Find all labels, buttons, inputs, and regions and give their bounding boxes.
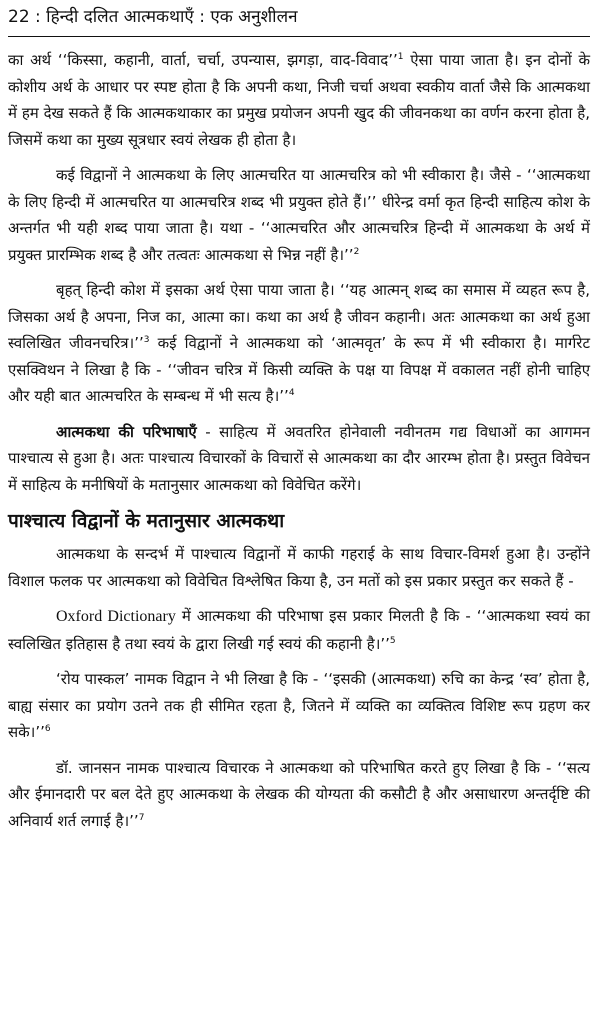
footnote-ref: 2 xyxy=(353,246,360,257)
running-title: : हिन्दी दलित आत्मकथाएँ : एक अनुशीलन xyxy=(35,7,298,27)
paragraph-2 xyxy=(8,162,590,268)
paragraph-roy-pascal xyxy=(8,666,590,746)
paragraph-western-intro xyxy=(8,541,590,594)
footnote-ref: 7 xyxy=(138,812,145,823)
paragraph-text: - साहित्य में अवतरित होनेवाली नवीनतम गद्य विधाओं का आगमन पाश्चात्य से हुआ है। अतः पाश्चात्य विचारकों के विचारों से आत्मकथा का दौर आरम्भ होता है। प्रस्तुत विवेचन में साहित्य के मनीषियों के मतानुसार आत्मकथा को विवेचित करेंगे। xyxy=(8,422,590,494)
paragraph-1 xyxy=(8,47,590,153)
paragraph-text: कई विद्वानों ने आत्मकथा के लिए आत्मचरित या आत्मचरित्र को भी स्वीकारा है। जैसे - ‘‘आत्मकथा के लिए हिन्दी में आत्मचरित या आत्मचरित्र शब्द भी प्रयुक्त होते हैं।’’ धीरेन्द्र वर्मा कृत हिन्दी साहित्य कोश के अन्तर्गत भी यही शब्द पाया जाता है। यथा - ‘‘आत्मचरित और आत्मचरित्र हिन्दी में आत्मकथा के अर्थ में प्रयुक्त प्रारम्भिक शब्द है और तत्वतः आत्मकथा से भिन्न नहीं है।’’ xyxy=(8,166,590,264)
definitions-term: आत्मकथा की परिभाषाएँ xyxy=(56,422,197,441)
paragraph-text: ‘रोय पास्कल’ नामक विद्वान ने भी लिखा है कि - ‘‘इसकी (आत्मकथा) रुचि का केन्द्र ‘स्व’ होता है, बाह्य संसार का प्रयोग उतने तक ही सीमित रहता है, जितने में व्यक्ति का व्यक्तित्व विशिष्ट रूप ग्रहण कर सके।’’ xyxy=(8,670,590,741)
paragraph-text: डॉ. जानसन नामक पाश्चात्य विचारक ने आत्मकथा को परिभाषित करते हुए लिखा है कि - ‘‘सत्य और ईमानदारी पर बल देते हुए आत्मकथा के लेखक की योग्यता की कसौटी है और असाधारण अन्तर्दृष्टि की अनिवार्य शर्त लगाई है।’’ xyxy=(8,758,590,830)
oxford-dictionary-term: Oxford Dictionary xyxy=(56,608,176,625)
header-rule xyxy=(8,36,590,37)
footnote-ref: 6 xyxy=(44,724,51,734)
footnote-ref: 5 xyxy=(389,635,396,646)
footnote-ref: 1 xyxy=(397,52,404,62)
footnote-ref: 3 xyxy=(143,335,150,345)
section-heading: पाश्चात्य विद्वानों के मतानुसार आत्मकथा xyxy=(8,510,285,532)
paragraph-text: में आत्मकथा की परिभाषा इस प्रकार मिलती है कि - ‘‘आत्मकथा स्वयं का स्वलिखित इतिहास है तथा स्वयं के द्वारा लिखी गई स्वयं की कहानी है।’’ xyxy=(8,607,590,653)
page-number: 22 xyxy=(8,7,30,27)
paragraph-text: बृहत् हिन्दी कोश में इसका अर्थ ऐसा पाया जाता है। ‘‘यह आत्मन् शब्द का समास में व्यहत रूप है, जिसका अर्थ है अपना, निज का, आत्मा का। कथा का अर्थ है जीवन कहानी। अतः आत्मकथा का अर्थ हुआ स्वलिखित जीवनचरित्र।’’ xyxy=(8,281,590,352)
paragraph-text: आत्मकथा के सन्दर्भ में पाश्चात्य विद्वानों में काफी गहराई के साथ विचार-विमर्श हुआ है। उन्होंने विशाल फलक पर आत्मकथा को विवेचित विश्लेषित किया है, उन मतों को इस प्रकार प्रस्तुत कर सकते हैं - xyxy=(8,545,590,590)
paragraph-oxford xyxy=(8,603,590,657)
paragraph-3 xyxy=(8,277,590,410)
paragraph-definitions xyxy=(8,419,590,499)
running-header xyxy=(8,6,590,28)
paragraph-text: का अर्थ ‘‘किस्सा, कहानी, वार्ता, चर्चा, उपन्यास, झगड़ा, वाद-विवाद’’ xyxy=(8,51,398,69)
paragraph-text: कई विद्वानों ने आत्मकथा को ‘आत्मवृत’ के रूप में भी स्वीकारा है। मार्गरेट एसक्विथन ने लिखा है कि - ‘‘जीवन चरित्र में किसी व्यक्ति के पक्ष या विपक्ष में वकालत नहीं होनी चाहिए और यही बात आत्मचरित के सम्बन्ध में भी सत्य है।’’ xyxy=(8,334,590,405)
footnote-ref: 4 xyxy=(288,388,295,398)
paragraph-text: ऐसा पाया जाता है। इन दोनों के कोशीय अर्थ के आधार पर स्पष्ट होता है कि अपनी कथा, निजी चर्चा अथवा स्वकीय वार्ता जैसे कि आत्मकथा में हम देख सकते हैं कि आत्मकथाकार का प्रमुख प्रयोजन अपनी खुद की जीवनकथा का वर्णन करना होता है, जिसमें कथा का मुख्य सूत्रधार स्वयं लेखक ही होता है। xyxy=(8,51,590,149)
paragraph-johnson xyxy=(8,755,590,835)
